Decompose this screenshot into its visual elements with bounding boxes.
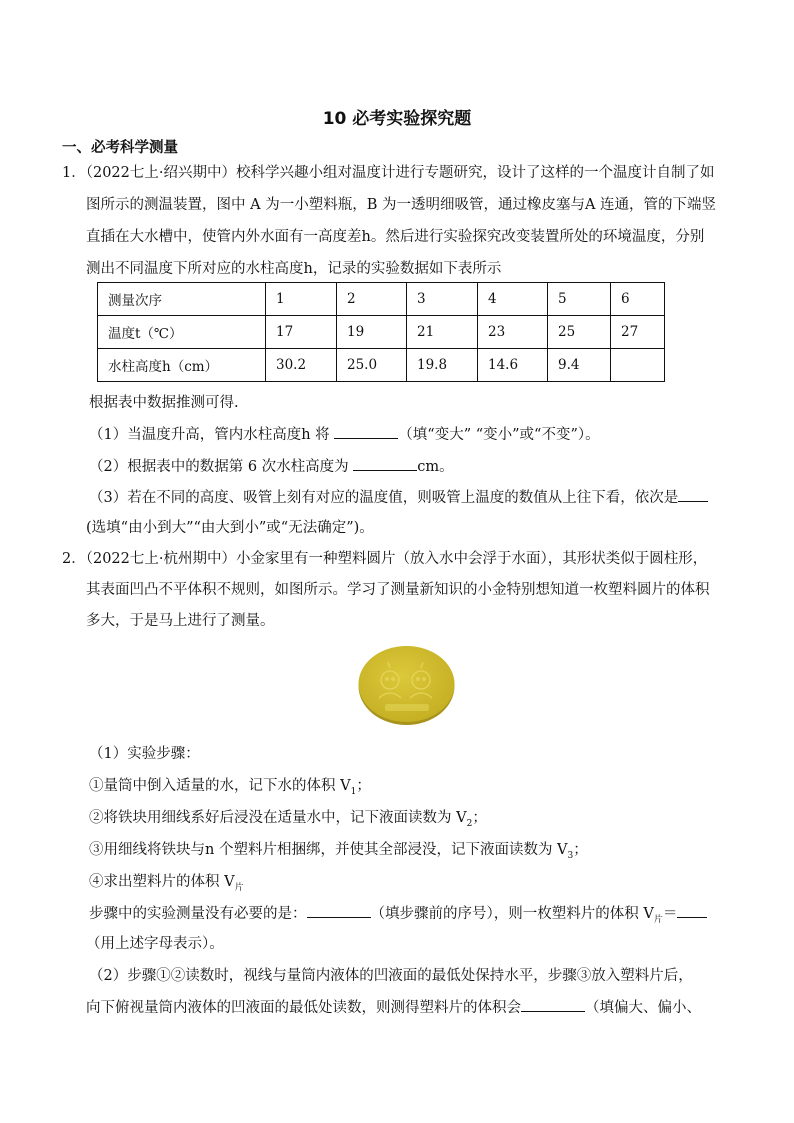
q1-line-4: 测出不同温度下所对应的水柱高度h，记录的实验数据如下表所示 bbox=[86, 261, 502, 277]
table-cell: 17 bbox=[266, 316, 337, 349]
part2-tail: （填偏大、偏小、 bbox=[585, 1000, 701, 1016]
step-1-text: ①量筒中倒入适量的水，记下水的体积 V bbox=[89, 778, 351, 794]
table-cell: 19 bbox=[337, 316, 407, 349]
table-row bbox=[98, 283, 665, 316]
step-4-text: ④求出塑料片的体积 V bbox=[89, 874, 235, 890]
table-cell: 9.4 bbox=[548, 349, 611, 382]
table-cell: 19.8 bbox=[407, 349, 478, 382]
step-2-text: ②将铁块用细线系好后浸没在适量水中，记下液面读数为 V bbox=[89, 810, 467, 826]
step-1-tail: ； bbox=[356, 778, 371, 794]
step-3-tail: ； bbox=[573, 842, 588, 858]
q2-step-3 bbox=[89, 840, 588, 866]
section-heading: 一、必考科学测量 bbox=[62, 140, 178, 156]
answer-blank[interactable] bbox=[353, 456, 417, 471]
q2-ask-note: （用上述字母表示）。 bbox=[86, 936, 224, 952]
subscript: 片 bbox=[653, 914, 663, 925]
table-cell: 1 bbox=[266, 283, 337, 316]
q1-s3-options: (选填“由小到大”“由大到小”或“无法确定”)。 bbox=[86, 520, 374, 536]
q1-sub-question-1 bbox=[89, 424, 600, 445]
q2-ask bbox=[89, 903, 707, 930]
table-cell bbox=[611, 349, 665, 382]
ask-text: 步骤中的实验测量没有必要的是： bbox=[89, 906, 307, 922]
q2-line-2: 其表面凹凸不平体积不规则，如图所示。学习了测量新知识的小金特别想知道一枚塑料圆片的体积 bbox=[86, 582, 710, 598]
ask-equals: ＝ bbox=[662, 906, 678, 922]
answer-blank[interactable] bbox=[334, 424, 398, 439]
table-cell: 温度t（℃） bbox=[98, 316, 266, 349]
q1-s1-tail: （填“变大” “变小”或“不变”）。 bbox=[398, 427, 600, 443]
q2-part2-line-1: （2）步骤①②读数时，视线与量筒内液体的凹液面的最低处保持水平，步骤③放入塑料片后， bbox=[89, 968, 693, 984]
ask-mid-text: （填步骤前的序号），则一枚塑料片的体积 V bbox=[370, 906, 654, 922]
q2-step-1 bbox=[89, 776, 371, 802]
table-cell: 21 bbox=[407, 316, 478, 349]
q1-sub-question-2 bbox=[89, 456, 454, 477]
table-cell: 3 bbox=[407, 283, 478, 316]
q1-s1-text: （1）当温度升高，管内水柱高度h 将 bbox=[89, 427, 335, 443]
answer-blank[interactable] bbox=[307, 903, 371, 918]
table-cell: 27 bbox=[611, 316, 665, 349]
answer-blank[interactable] bbox=[521, 997, 585, 1012]
answer-blank[interactable] bbox=[678, 487, 708, 502]
q2-line-1: 2．（2022七上·杭州期中）小金家里有一种塑料圆片（放入水中会浮于水面），其形状类似于圆柱形， bbox=[62, 551, 708, 567]
q1-infer-text: 根据表中数据推测可得. bbox=[89, 395, 239, 411]
temperature-data-table bbox=[97, 282, 665, 382]
q2-steps-heading: （1）实验步骤： bbox=[89, 746, 200, 762]
q1-line-3: 直插在大水槽中，使管内外水面有一高度差h。然后进行实验探究改变装置所处的环境温度，分别 bbox=[86, 229, 705, 245]
q2-step-2 bbox=[89, 808, 487, 834]
subscript: 2 bbox=[466, 818, 473, 829]
answer-blank[interactable] bbox=[677, 903, 707, 918]
q2-line-3: 多大，于是马上进行了测量。 bbox=[86, 613, 275, 629]
q2-part2-line-2 bbox=[86, 997, 701, 1018]
table-cell: 5 bbox=[548, 283, 611, 316]
q1-line-1: 1．（2022七上·绍兴期中）校科学兴趣小组对温度计进行专题研究，设计了这样的一个温度计自制了如 bbox=[62, 165, 715, 181]
table-cell: 25 bbox=[548, 316, 611, 349]
table-cell: 2 bbox=[337, 283, 407, 316]
table-cell: 水柱高度h（cm） bbox=[98, 349, 266, 382]
table-row bbox=[98, 316, 665, 349]
q1-line-2: 图所示的测温装置，图中 A 为一小塑料瓶，B 为一透明细吸管，通过橡皮塞与A 连通，管的下端竖 bbox=[86, 197, 717, 213]
table-cell: 6 bbox=[611, 283, 665, 316]
plastic-disc-image bbox=[357, 644, 456, 726]
step-2-tail: ； bbox=[472, 810, 487, 826]
table-cell: 25.0 bbox=[337, 349, 407, 382]
q1-s2-text: （2）根据表中的数据第 6 次水柱高度为 bbox=[89, 459, 354, 475]
table-cell: 测量次序 bbox=[98, 283, 266, 316]
table-row bbox=[98, 349, 665, 382]
q1-s2-tail: cm。 bbox=[417, 459, 454, 475]
table-cell: 4 bbox=[478, 283, 548, 316]
part2-text: 向下俯视量筒内液体的凹液面的最低处读数，则测得塑料片的体积会 bbox=[86, 1000, 521, 1016]
table-cell: 14.6 bbox=[478, 349, 548, 382]
q1-s3-text: （3）若在不同的高度、吸管上刻有对应的温度值，则吸管上温度的数值从上往下看，依次是 bbox=[89, 490, 679, 506]
page-title: 10 必考实验探究题 bbox=[322, 109, 472, 129]
subscript: 片 bbox=[234, 882, 244, 893]
table-cell: 30.2 bbox=[266, 349, 337, 382]
subscript: 3 bbox=[567, 850, 574, 861]
table-cell: 23 bbox=[478, 316, 548, 349]
subscript: 1 bbox=[350, 786, 357, 797]
q2-step-4 bbox=[89, 872, 244, 898]
q1-sub-question-3 bbox=[89, 487, 708, 508]
step-3-text: ③用细线将铁块与n 个塑料片相捆绑，并使其全部浸没，记下液面读数为 V bbox=[89, 842, 568, 858]
